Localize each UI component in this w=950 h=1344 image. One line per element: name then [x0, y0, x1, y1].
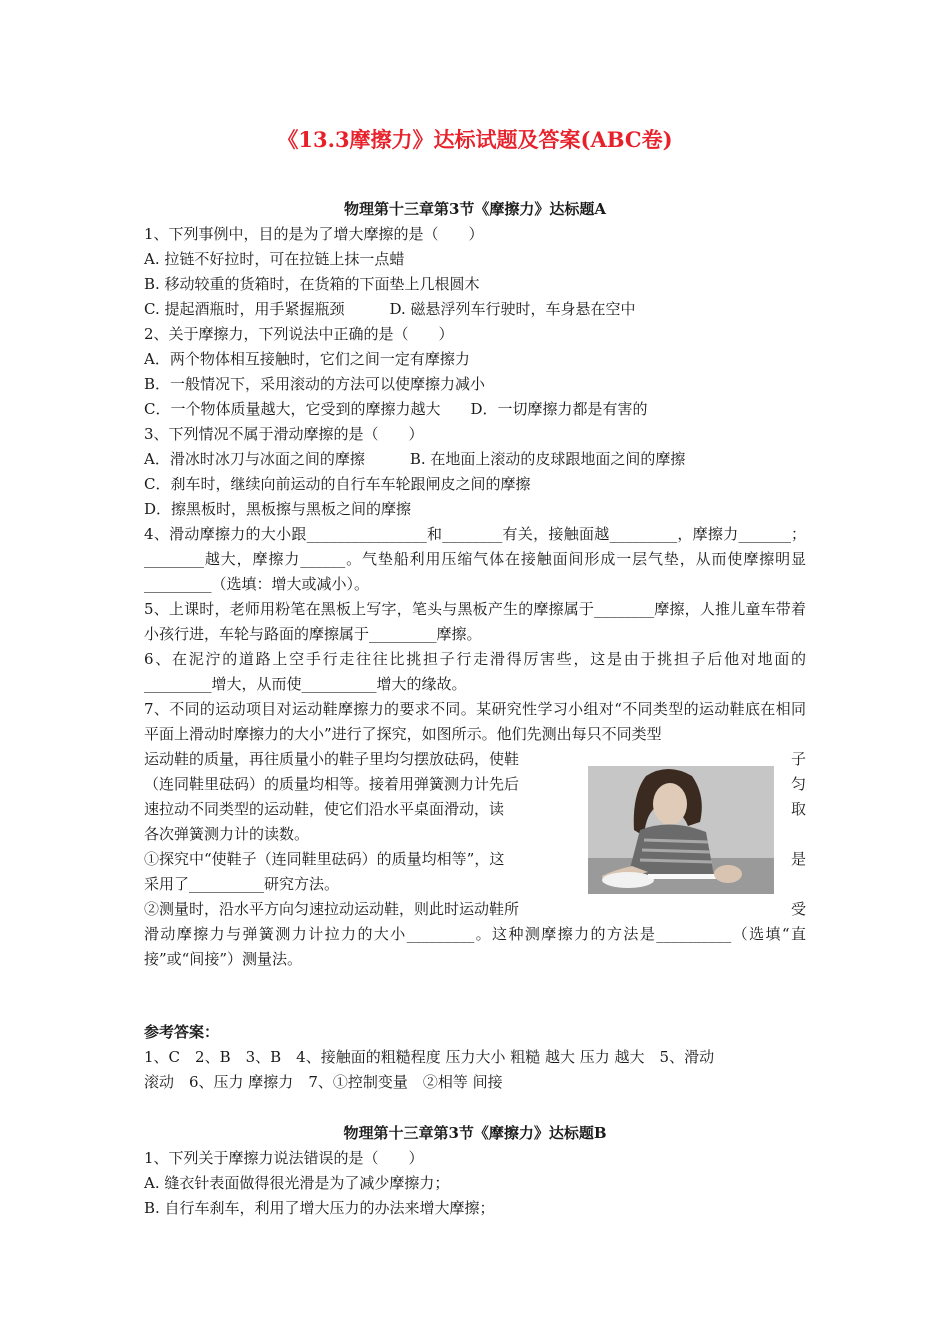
question-7-line: 运动鞋的质量，再往质量小的鞋子里均匀摆放砝码，使鞋: [144, 750, 520, 768]
question-7-line: 采用了__________研究方法。: [144, 875, 340, 893]
question-7-intro: 7、不同的运动项目对运动鞋摩擦力的要求不同。某研究性学习小组对“不同类型的运动鞋底在相同平面上滑动时摩擦力的大小”进行了探究，如图所示。他们先测出每只不同类型: [144, 700, 806, 743]
option-line: A．两个物体相互接触时，它们之间一定有摩擦力: [144, 350, 470, 368]
wrap-char: 受: [790, 900, 806, 918]
section-b-heading: 物理第十三章第3节《摩擦力》达标题B: [343, 1124, 607, 1142]
question-7-line: ①探究中“使鞋子（连同鞋里砝码）的质量均相等”，这: [144, 850, 505, 868]
question-7-line: 各次弹簧测力计的读数。: [144, 825, 310, 843]
wrap-char: [786, 872, 806, 897]
option-line: A．滑冰时冰刀与冰面之间的摩擦 B. 在地面上滚动的皮球跟地面之间的摩擦: [144, 450, 686, 468]
option-line: C．刹车时，继续向前运动的自行车车轮跟闸皮之间的摩擦: [144, 475, 531, 493]
wrap-char: 子: [790, 750, 806, 768]
option-line: D．擦黑板时，黑板擦与黑板之间的摩擦: [144, 500, 412, 518]
question-7-tail: 滑动摩擦力与弹簧测力计拉力的大小_________。这种测摩擦力的方法是__________（选填“直接”或“间接”）测量法。: [144, 925, 806, 968]
answers-line: 滚动 6、压力 摩擦力 7、①控制变量 ②相等 间接: [144, 1073, 503, 1091]
option-line: B．一般情况下，采用滚动的方法可以使摩擦力减小: [144, 375, 486, 393]
wrap-char: 匀: [790, 775, 806, 793]
question-line: 2、关于摩擦力，下列说法中正确的是（ ）: [144, 325, 454, 343]
question-6: 6、在泥泞的道路上空手行走往往比挑担子行走滑得厉害些，这是由于挑担子后他对地面的_________增大，从而使__________增大的缘故。: [144, 650, 806, 693]
wrap-char: 取: [790, 800, 806, 818]
option-line: B. 移动较重的货箱时，在货箱的下面垫上几根圆木: [144, 275, 480, 293]
question-line: 1、下列关于摩擦力说法错误的是（ ）: [144, 1149, 424, 1167]
option-line: B. 自行车刹车，利用了增大压力的办法来增大摩擦；: [144, 1199, 495, 1217]
answer-section: [144, 1020, 806, 1095]
option-line: A. 拉链不好拉时，可在拉链上抹一点蜡: [144, 250, 405, 268]
answers-line: 1、C 2、B 3、B 4、接触面的粗糙程度 压力大小 粗糙 越大 压力 越大 5、滑动: [144, 1048, 715, 1066]
wrap-char: [786, 822, 806, 847]
question-4: 4、滑动摩擦力的大小跟________________和________有关，接触面越_________，摩擦力_______；________越大，摩擦力______。气垫船利用压缩气体在接触面间形成一层气垫，从而使摩擦明显_________（选填：增大或减小）。: [144, 525, 806, 593]
answers-heading: 参考答案：: [144, 1023, 220, 1041]
girl-pulling-shoe-illustration: [588, 766, 774, 894]
option-line: C. 提起酒瓶时，用手紧握瓶颈 D. 磁悬浮列车行驶时，车身悬在空中: [144, 300, 636, 318]
experiment-photo: [588, 766, 774, 894]
question-7-right-column: [786, 747, 806, 922]
question-7-line: ②测量时，沿水平方向匀速拉动运动鞋，则此时运动鞋所: [144, 900, 520, 918]
question-7-line: 速拉动不同类型的运动鞋，使它们沿水平桌面滑动，读: [144, 800, 505, 818]
question-line: 3、下列情况不属于滑动摩擦的是（ ）: [144, 425, 424, 443]
section-a-heading: 物理第十三章第3节《摩擦力》达标题A: [343, 200, 607, 218]
section-b-body: [144, 1146, 806, 1221]
question-5: 5、上课时，老师用粉笔在黑板上写字，笔头与黑板产生的摩擦属于________摩擦，人推儿童车带着小孩行进，车轮与路面的摩擦属于_________摩擦。: [144, 600, 806, 643]
option-line: A. 缝衣针表面做得很光滑是为了减少摩擦力；: [144, 1174, 450, 1192]
option-line: C．一个物体质量越大，它受到的摩擦力越大 D．一切摩擦力都是有害的: [144, 400, 648, 418]
question-7-line: （连同鞋里砝码）的质量均相等。接着用弹簧测力计先后: [144, 775, 520, 793]
document-title: 《13.3摩擦力》达标试题及答案(ABC卷): [277, 127, 673, 152]
question-line: 1、下列事例中，目的是为了增大摩擦的是（ ）: [144, 225, 484, 243]
wrap-char: 是: [790, 850, 806, 868]
